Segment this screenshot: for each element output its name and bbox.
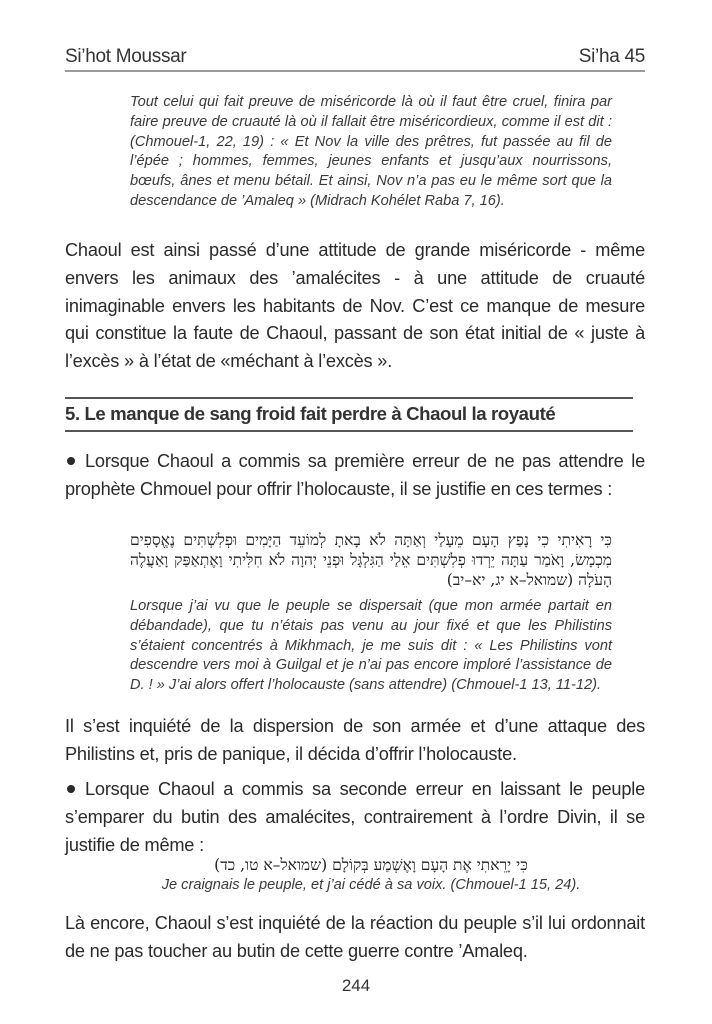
hebrew-verse-1: כִּי רָאִיתִי כִי נָפַץ הָעָם מֵעָלַי וְאַתָּה לֹא בָאתָ לְמוֹעֵד הַיָּמִים וּפְלִשְׁתִּים נֶאֱסָפִים מִכְמָשׂ, וָאֹמַר עַתָּה יֵרְדוּ פְלִשְׁתִּים אֵלַי הַגִּלְגָּל וּפְנֵי יְהוָה לֹא חִלִּיתִי וָאֶתְאַפַּק וָאַעֲלֶה הָעֹלָה (שמואל–א יג, יא–יב) [130, 531, 612, 589]
bullet-item-1 [65, 448, 645, 504]
paragraph-1: Chaoul est ainsi passé d’une attitude de grande miséricorde - même envers les animaux des ’amalécites - à une attitude de cruauté inimaginable envers les habitants de Nov. C’est ce manque de mesure qui constitue la faute de Chaoul, passant de son état initial de « juste à l’excès » à l’état de «méchant à l’excès ». [65, 240, 645, 372]
translation-1: Lorsque j’ai vu que le peuple se dispersait (que mon armée partait en débandade), que tu n’étais pas venu au jour fixé et que les Philistins s’étaient concentrés à Mikhmach, je me suis dit : « Les Philistins vont descendre vers moi à Guilgal et je n’ai pas encore imploré l’assistance de D. ! » J’ai alors offert l’holocauste (sans attendre) (Chmouel-1 13, 11-12). [130, 598, 612, 694]
book-title: Si’hot Moussar [65, 46, 187, 67]
translation-2: Je craignais le peuple, et j’ai cédé à sa voix. (Chmouel-1 15, 24). [161, 877, 581, 893]
chapter-label: Si’ha 45 [578, 46, 645, 67]
bullet-2-text: Lorsque Chaoul a commis sa seconde erreur en laissant le peuple s’emparer du butin des amalécites, contrairement à l’ordre Divin, il se justifie de même : [65, 779, 645, 855]
bullet-1-text: Lorsque Chaoul a commis sa première erreur de ne pas attendre le prophète Chmouel pour offrir l’holocauste, il se justifie en ces termes : [65, 451, 645, 499]
hebrew-verse-2: כִּי יָרֵאתִי אֶת הָעָם וָאֶשְׁמַע בְּקוֹלָם (שמואל–א טו, כד) [214, 856, 528, 874]
bullet-item-2 [65, 776, 645, 859]
running-header [65, 46, 645, 72]
paragraph-2: Il s’est inquiété de la dispersion de son armée et d’une attaque des Philistins et, pris de panique, il décida d’offrir l’holocauste. [65, 716, 645, 764]
paragraph-3: Là encore, Chaoul s’est inquiété de la réaction du peuple s’il lui ordonnait de ne pas toucher au butin de cette guerre contre ’Amaleq. [65, 913, 645, 961]
bullet-icon [67, 785, 75, 793]
midrash-quote: Tout celui qui fait preuve de miséricorde là où il faut être cruel, finira par faire preuve de cruauté là où il fallait être miséricordieux, comme il est dit : (Chmouel-1, 22, 19) : « Et Nov la ville des prêtres, fut passée au fil de l’épée ; hommes, femmes, jeunes enfants et jusqu’aux nourrissons, bœufs, ânes et menu bétail. Et ainsi, Nov n’a pas eu le même sort que la descendance de ’Amaleq » (Midrach Kohélet Raba 7, 16). [130, 94, 612, 209]
bullet-icon [67, 457, 75, 465]
section-heading: 5. Le manque de sang froid fait perdre à Chaoul la royauté [65, 397, 633, 432]
page-number: 244 [341, 976, 371, 995]
